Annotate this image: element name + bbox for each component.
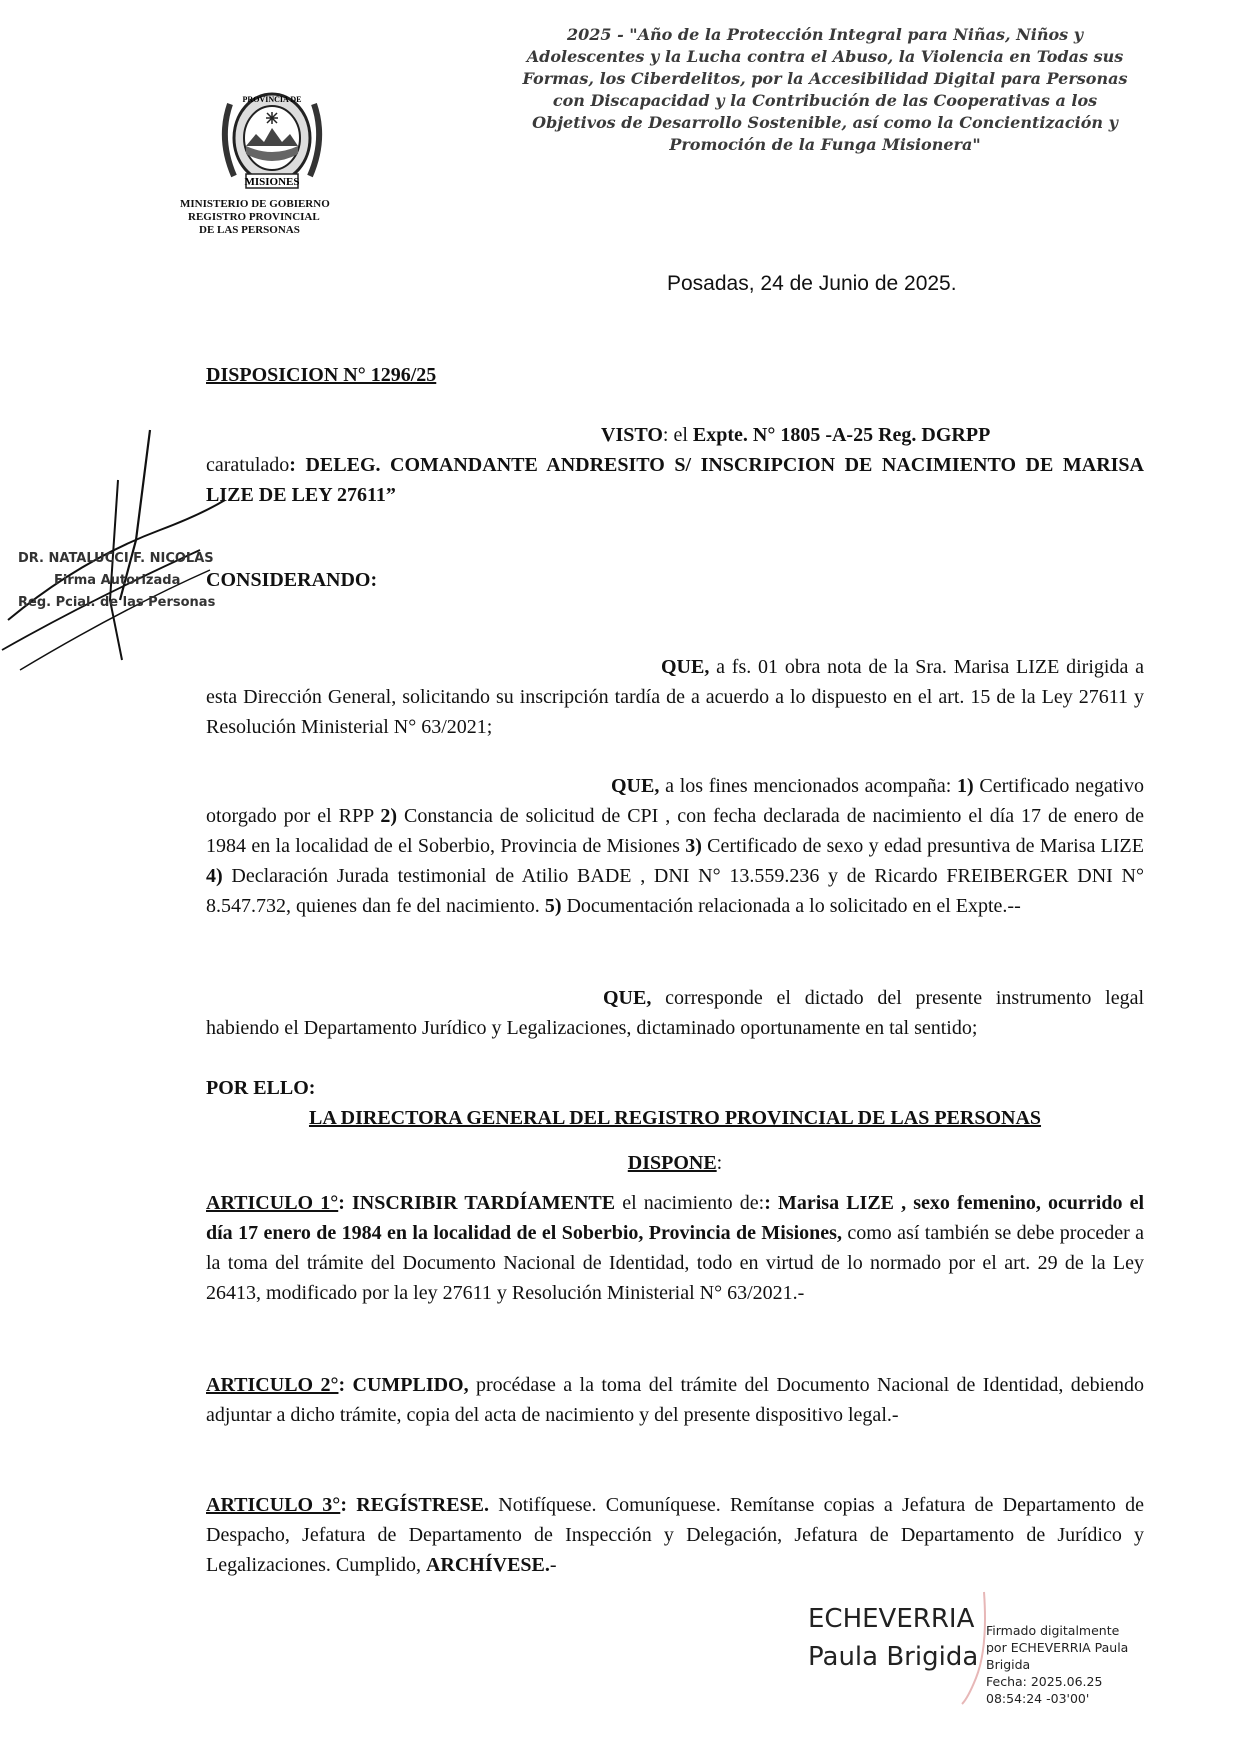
sig-info-line-4: Fecha: 2025.06.25 [986,1674,1103,1689]
disposicion-title: DISPOSICION N° 1296/25 [206,364,437,386]
article-1-heading: : INSCRIBIR TARDÍAMENTE [338,1192,616,1214]
signer-given-names: Paula Brigida [808,1642,979,1672]
directora-heading: LA DIRECTORA GENERAL DEL REGISTRO PROVINCIAL DE LAS PERSONAS [308,1107,1042,1129]
article-1-label: ARTICULO 1° [206,1192,339,1214]
stamp-name: DR. NATALUCCI F. NICOLAS [18,551,214,566]
paragraph-2-text-c: Constancia de solicitud de CPI , con fecha declarada de nacimiento el día 17 de enero de 1984 en la localidad de el Soberbio, Provincia de Misiones [206,805,1145,857]
paragraph-1-text: a fs. 01 obra nota de la Sra. Marisa LIZE dirigida a esta Dirección General, solicitando su inscripción tardía de a acuerdo a lo dispuesto en el art. 15 de la Ley 27611 y Resolución Ministerial N° 63/2021; [206,656,1144,738]
paragraph-3-text: corresponde el dictado del presente instrumento legal habiendo el Departamento Jurídico y Legalizaciones, dictaminado oportunamente en tal sentido; [206,987,1144,1039]
paragraph-2-text-e: Declaración Jurada testimonial de Atilio BADE , DNI N° 13.559.236 y de Ricardo FREIBERGER DNI N° 8.547.732, quienes dan fe del nacimiento. [206,865,1144,917]
year-motto: 2025 - "Año de la Protección Integral para Niñas, Niños y Adolescentes y la Lucha contra el Abuso, la Violencia en Todas sus Formas, los Ciberdelitos, por la Accesibilidad Digital para Personas con Discapacidad y la Contribución de las Cooperativas a los Objetivos de Desarrollo Sostenible, así como la Concientización y Promoción de la Funga Misionera" [522,25,1128,154]
considerando-paragraph-1 [206,652,1144,742]
signer-surname: ECHEVERRIA [808,1604,975,1634]
item-number-1: 1) [957,775,974,797]
que-label-3: QUE, [603,987,652,1009]
dispone-label: DISPONE [627,1152,717,1174]
province-seal-logo [212,84,332,194]
que-label-1: QUE, [661,656,710,678]
paragraph-2-text-f: Documentación relacionada a lo solicitado en el Expte.-- [561,895,1021,917]
sig-info-line-3: Brigida [986,1657,1031,1672]
article-3-dash: - [549,1554,557,1576]
paragraph-2-text-d: Certificado de sexo y edad presuntiva de Marisa LIZE [701,835,1144,857]
article-3-bold: : REGÍSTRESE. [340,1494,490,1516]
digital-signature-info [986,1622,1146,1707]
por-ello-heading: POR ELLO: [206,1077,316,1099]
digital-signer-name [808,1600,978,1676]
article-2-label: ARTICULO 2° [206,1374,339,1396]
article-3-label: ARTICULO 3° [206,1494,341,1516]
visto-label: VISTO [601,424,663,446]
caratula-text: : DELEG. COMANDANTE ANDRESITO S/ INSCRIPCION DE NACIMIENTO DE MARISA LIZE DE LEY 27611” [206,454,1144,506]
place-date: Posadas, 24 de Junio de 2025. [667,272,957,295]
sig-info-line-1: Firmado digitalmente [986,1623,1120,1638]
paragraph-2-text-a: a los fines mencionados acompaña: [659,775,958,797]
caratulado-label: caratulado [206,454,290,476]
article-1 [206,1188,1144,1308]
article-3-text: Notifíquese. Comuníquese. Remítanse copias a Jefatura de Departamento de Despacho, Jefatura de Departamento de Inspección y Delegación, Jefatura de Departamento de Jurídico y Legalizaciones. Cumplido, [206,1494,1144,1576]
considerando-heading: CONSIDERANDO: [206,569,378,591]
item-number-3: 3) [685,835,702,857]
item-number-5: 5) [544,895,562,917]
considerando-paragraph-3 [206,983,1144,1043]
article-3 [206,1490,1144,1580]
sig-info-line-2: por ECHEVERRIA Paula [986,1640,1129,1655]
sig-info-line-5: 08:54:24 -03'00' [986,1691,1090,1706]
visto-sep: : el [662,424,693,446]
paragraph-2-text-b: Certificado negativo otorgado por el RPP [206,775,1144,827]
item-number-2: 2) [380,805,398,827]
ministry-line-2: REGISTRO PROVINCIAL [188,211,320,223]
dispone-heading [206,1148,1144,1178]
stamp-office: Reg. Pcial. de las Personas [18,595,216,610]
article-1-text-a: el nacimiento de: [615,1192,765,1214]
article-2-bold: : CUMPLIDO, [338,1374,469,1396]
seal-top-text: PROVINCIA DE [242,95,302,104]
ministry-line-3: DE LAS PERSONAS [199,224,300,236]
item-number-4: 4) [206,865,223,887]
article-1-text-b: como así también se debe proceder a la toma del trámite del Documento Nacional de Identidad, todo en virtud de lo normado por el art. 29 de la Ley 26413, modificado por la ley 27611 y Resolución Ministerial N° 63/2021.- [206,1222,1144,1304]
expediente-number: Expte. N° 1805 -A-25 Reg. DGRPP [692,424,991,446]
authorized-signature-stamp [18,548,215,614]
article-2 [206,1370,1144,1430]
archivese-label: ARCHÍVESE. [425,1554,550,1576]
ministry-line-1: MINISTERIO DE GOBIERNO [180,198,330,210]
article-1-bold: : Marisa LIZE , sexo femenino, ocurrido el día 17 enero de 1984 en la localidad de el Soberbio, Provincia de Misiones, [206,1192,1145,1244]
seal-bottom-text: MISIONES [244,176,300,188]
article-2-text: procédase a la toma del trámite del Documento Nacional de Identidad, debiendo adjuntar a dicho trámite, copia del acta de nacimiento y del presente dispositivo legal.- [206,1374,1145,1426]
que-label-2: QUE, [611,775,660,797]
dispone-colon: : [716,1152,723,1174]
stamp-role: Firma Autorizada [54,573,181,588]
visto-paragraph [206,420,1144,510]
ministry-header [180,198,370,237]
considerando-paragraph-2 [206,771,1144,921]
